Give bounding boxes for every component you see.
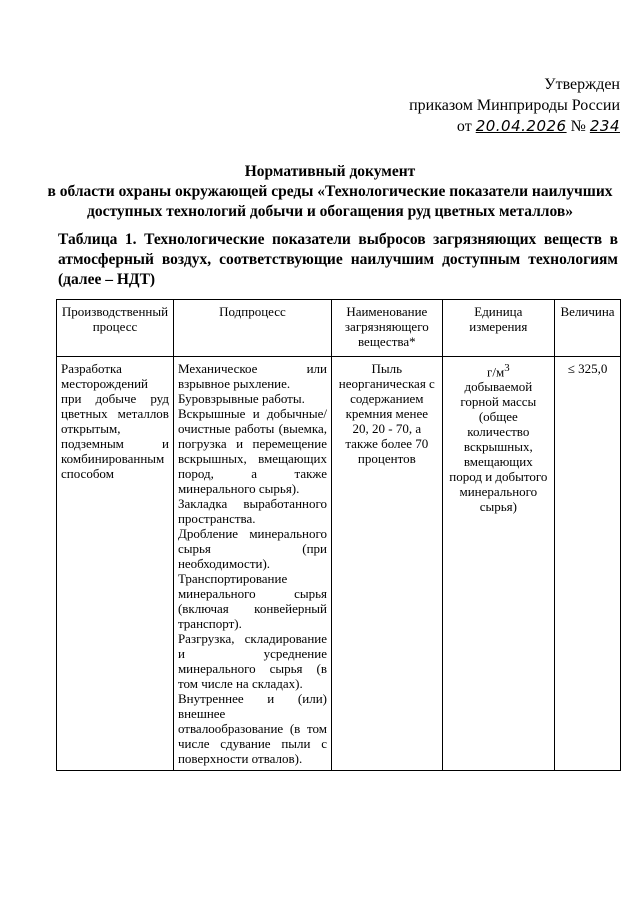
cell-process: Разработка месторождений при добыче руд цветных металлов открытым, подземным и комбинированным способом: [57, 357, 174, 771]
table-header-row: [57, 300, 621, 357]
date-prefix: от: [456, 118, 472, 135]
subprocess-item: Дробление минерального сырья (при необходимости).: [177, 526, 327, 571]
header-process: Производственный процесс: [57, 300, 174, 357]
title-line-2: в области охраны окружающей среды «Технологические показатели наилучших доступных технологий добычи и обогащения руд цветных металлов»: [47, 183, 613, 220]
subprocess-item: Механическое или взрывное рыхление.: [177, 361, 327, 391]
subprocess-item: Транспортирование минерального сырья (включая конвейерный транспорт).: [177, 571, 327, 631]
header-value: Величина: [555, 300, 621, 357]
table-caption: Таблица 1. Технологические показатели выбросов загрязняющих веществ в атмосферный воздух, соответствующие наилучшим доступным технологиям (далее – НДТ): [58, 231, 618, 288]
document-title: [40, 162, 620, 222]
cell-value: ≤ 325,0: [555, 357, 621, 771]
header-pollutant: Наименование загрязняющего вещества*: [332, 300, 443, 357]
subprocess-item: Буровзрывные работы.: [177, 391, 305, 406]
approval-line-2: приказом Минприроды России: [409, 97, 620, 114]
header-subprocess: Подпроцесс: [173, 300, 331, 357]
ndt-table: [56, 299, 621, 771]
handwritten-number: 234: [589, 117, 620, 135]
title-line-1: Нормативный документ: [244, 163, 416, 180]
number-prefix: №: [570, 118, 586, 135]
approval-block: [409, 74, 620, 137]
cell-subprocesses: [173, 357, 331, 771]
unit-superscript: 3: [504, 362, 510, 374]
subprocess-item: Закладка выработанного пространства.: [177, 496, 327, 526]
unit-description: добываемой горной массы (общее количество вскрышных, вмещающих пород и добытого минерального сырья): [449, 379, 548, 515]
unit-main: г/м: [487, 364, 505, 380]
subprocess-item: Внутреннее и (или) внешнее отвалообразование (в том числе сдувание пыли с поверхности отвалов).: [177, 691, 327, 766]
cell-pollutant: Пыль неорганическая с содержанием кремния менее 20, 20 - 70, а также более 70 процентов: [332, 357, 443, 771]
subprocess-item: Вскрышные и добычные/очистные работы (выемка, погрузка и перемещение вскрышных, вмещающих пород, а также минерального сырья).: [177, 406, 327, 496]
cell-unit: [442, 357, 554, 771]
table-row: [57, 357, 621, 771]
approval-date-line: [409, 116, 620, 137]
approval-line-1: Утвержден: [544, 76, 620, 93]
handwritten-date: 20.04.2026: [475, 117, 567, 135]
subprocess-item: Разгрузка, складирование и усреднение минерального сырья (в том числе на складах).: [177, 631, 327, 691]
header-unit: Единица измерения: [442, 300, 554, 357]
